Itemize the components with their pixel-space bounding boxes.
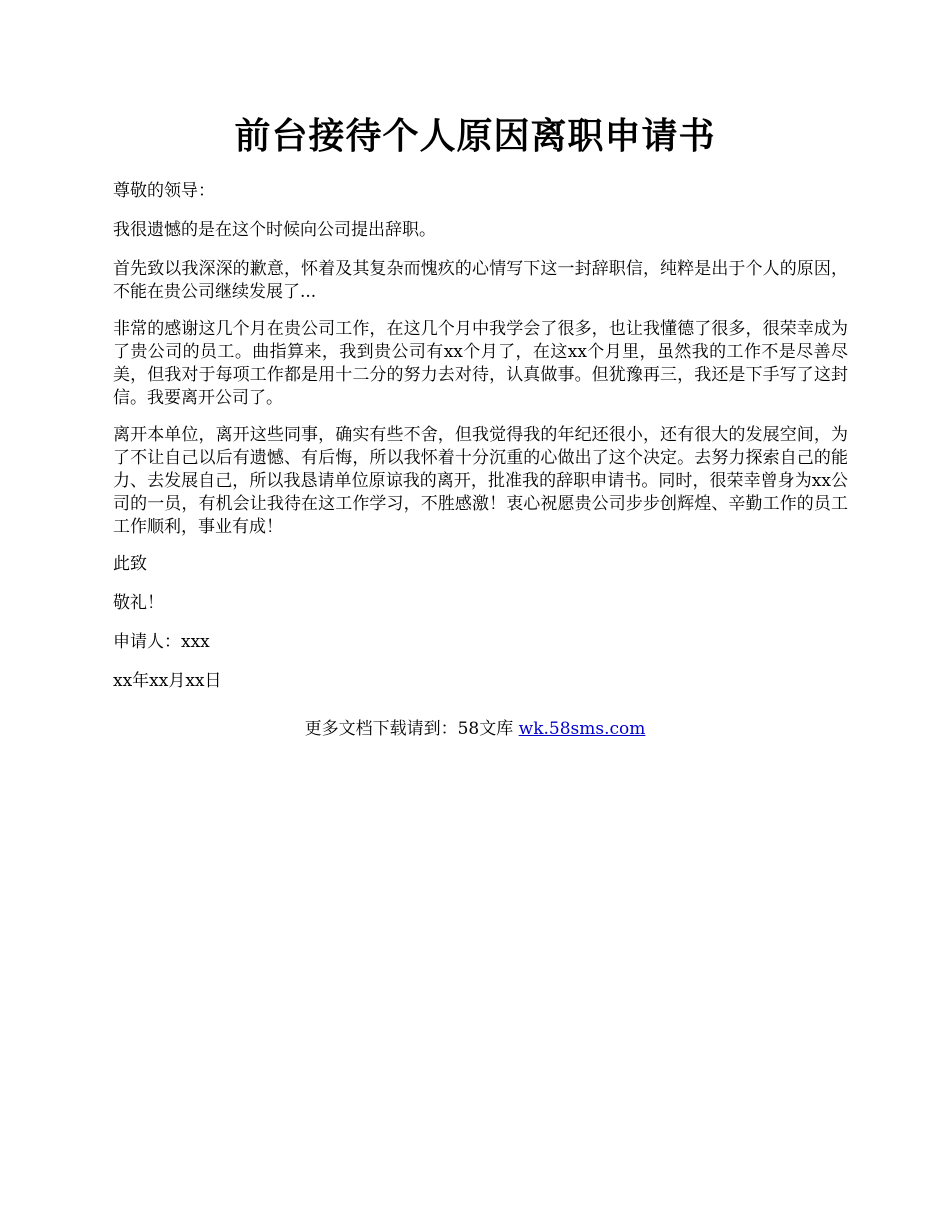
date-line: xx年xx月xx日 bbox=[113, 671, 222, 691]
closing-line-1: 此致 bbox=[113, 554, 147, 574]
closing-line-2: 敬礼！ bbox=[113, 593, 164, 613]
download-footer bbox=[0, 718, 950, 741]
paragraph-3: 非常的感谢这几个月在贵公司工作，在这几个月中我学会了很多，也让我懂德了很多，很荣幸成为了贵公司的员工。曲指算来，我到贵公司有xx个月了，在这xx个月里，虽然我的工作不是尽善尽美，但我对于每项工作都是用十二分的努力去对待，认真做事。但犹豫再三，我还是下手写了这封信。我要离开公司了。 bbox=[113, 319, 848, 408]
footer-prefix: 更多文档下载请到：58文库 bbox=[304, 719, 519, 739]
footer-link[interactable]: wk.58sms.com bbox=[518, 719, 646, 739]
paragraph-2: 首先致以我深深的歉意，怀着及其复杂而愧疚的心情写下这一封辞职信，纯粹是出于个人的原因，不能在贵公司继续发展了... bbox=[113, 259, 848, 302]
paragraph-4: 离开本单位，离开这些同事，确实有些不舍，但我觉得我的年纪还很小，还有很大的发展空间，为了不让自己以后有遗憾、有后悔，所以我怀着十分沉重的心做出了这个决定。去努力探索自己的能力、去发展自己，所以我恳请单位原谅我的离开，批准我的辞职申请书。同时，很荣幸曾身为xx公司的一员，有机会让我待在这工作学习，不胜感激！衷心祝愿贵公司步步创辉煌、辛勤工作的员工工作顺利，事业有成！ bbox=[113, 425, 848, 537]
document-title: 前台接待个人原因离职申请书 bbox=[234, 115, 716, 157]
document-body bbox=[113, 180, 848, 709]
paragraph-1: 我很遗憾的是在这个时候向公司提出辞职。 bbox=[113, 220, 436, 240]
salutation: 尊敬的领导： bbox=[113, 181, 215, 201]
applicant-line: 申请人：xxx bbox=[113, 632, 210, 652]
